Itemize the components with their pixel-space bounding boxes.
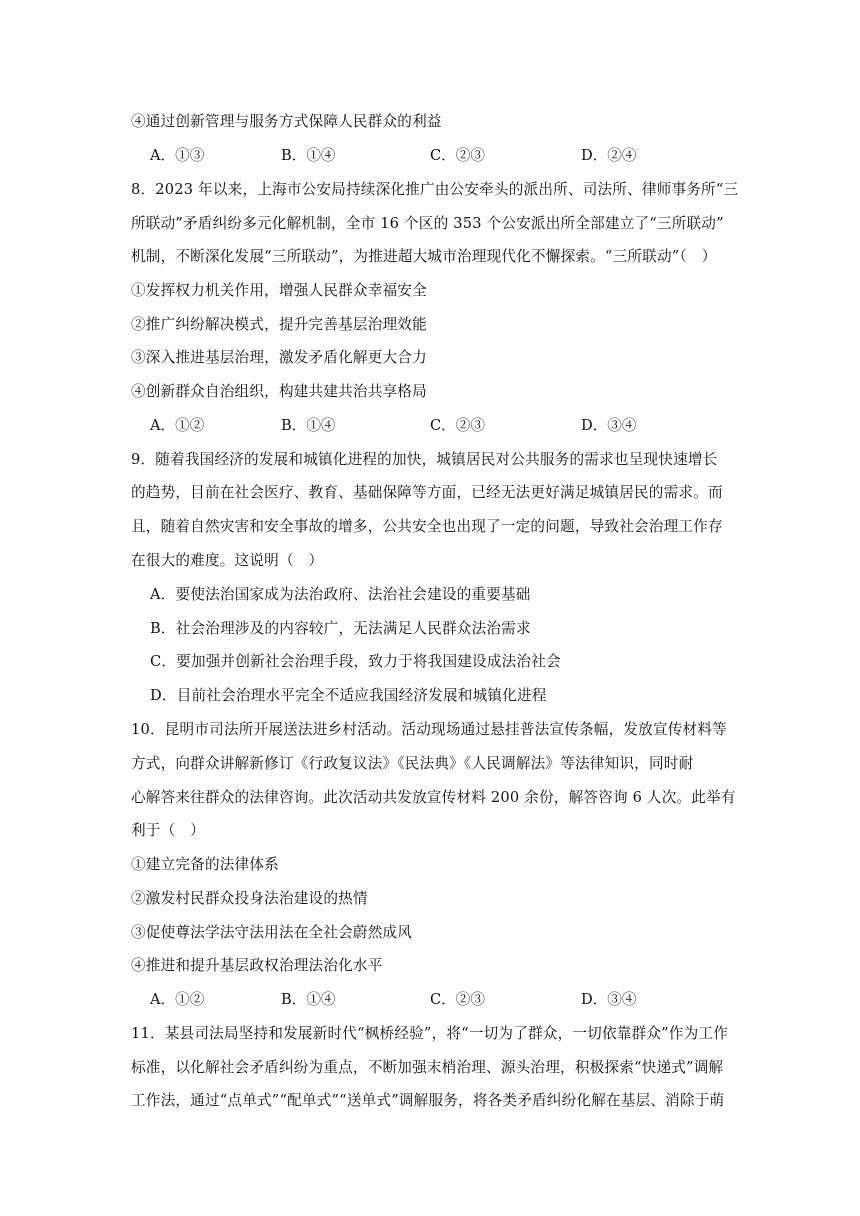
q10-option-a[interactable]: A．①② [150,991,205,1008]
q10-option-b[interactable]: B．①④ [281,991,336,1008]
q9-stem-line: 9．随着我国经济的发展和城镇化进程的加快，城镇居民对公共服务的需求也呈现快速增长 [131,451,718,468]
q8-stem-line: 8．2023 年以来，上海市公安局持续深化推广由公安牵头的派出所、司法所、律师事务所“三 [131,181,739,198]
q10-stem-line: 心解答来往群众的法律咨询。此次活动共发放宣传材料 200 余份，解答咨询 6 人次。此举有 [131,789,736,806]
q11-stem-line: 工作法，通过“点单式”“配单式”“送单式”调解服务，将各类矛盾纠纷化解在基层、消除于萌 [131,1092,725,1109]
q10-item-2: ②激发村民群众投身法治建设的热情 [131,890,368,907]
q8-option-d[interactable]: D．③④ [581,417,637,434]
q10-option-d[interactable]: D．③④ [581,991,637,1008]
q8-item-1: ①发挥权力机关作用，增强人民群众幸福安全 [131,282,427,299]
q8-options [150,416,710,436]
q10-item-1: ①建立完备的法律体系 [131,856,279,873]
q9-option-c[interactable]: C．要加强并创新社会治理手段，致力于将我国建设成法治社会 [150,653,561,670]
q7-item-4: ④通过创新管理与服务方式保障人民群众的利益 [131,113,442,130]
q8-item-2: ②推广纠纷解决模式，提升完善基层治理效能 [131,316,427,333]
q9-option-a[interactable]: A．要使法治国家成为法治政府、法治社会建设的重要基础 [150,586,531,603]
q9-option-b[interactable]: B．社会治理涉及的内容较广，无法满足人民群众法治需求 [150,620,531,637]
q11-stem-line: 11．某县司法局坚持和发展新时代“枫桥经验”，将“一切为了群众，一切依靠群众”作为工作 [131,1025,728,1042]
q9-stem-line: 且，随着自然灾害和安全事故的增多，公共安全也出现了一定的问题，导致社会治理工作存 [131,518,723,535]
q10-option-c[interactable]: C．②③ [430,991,485,1008]
q10-item-4: ④推进和提升基层政权治理法治化水平 [131,957,383,974]
q8-item-4: ④创新群众自治组织，构建共建共治共享格局 [131,383,427,400]
q10-stem-line: 10．昆明市司法所开展送法进乡村活动。活动现场通过悬挂普法宣传条幅，发放宣传材料等 [131,721,727,738]
q10-options [150,990,710,1010]
q9-stem-line: 的趋势，目前在社会医疗、教育、基础保障等方面，已经无法更好满足城镇居民的需求。而 [131,484,723,501]
q11-stem-line: 标准，以化解社会矛盾纠纷为重点，不断加强末梢治理、源头治理，积极探索“快递式”调解 [131,1059,724,1076]
q10-stem-line: 方式，向群众讲解新修订《行政复议法》《民法典》《人民调解法》等法律知识，同时耐 [131,755,694,772]
q8-item-3: ③深入推进基层治理，激发矛盾化解更大合力 [131,349,427,366]
q8-option-c[interactable]: C．②③ [430,417,485,434]
q7-option-d[interactable]: D．②④ [581,147,637,164]
q10-item-3: ③促使尊法学法守法用法在全社会蔚然成风 [131,924,413,941]
q8-stem-line: 所联动”矛盾纠纷多元化解机制，全市 16 个区的 353 个公安派出所全部建立了“三所联动” [131,215,724,232]
q9-option-d[interactable]: D．目前社会治理水平完全不适应我国经济发展和城镇化进程 [150,687,547,704]
q8-option-a[interactable]: A．①② [150,417,205,434]
q8-option-b[interactable]: B．①④ [281,417,336,434]
q7-options [150,146,710,166]
q8-stem-line: 机制，不断深化发展“三所联动”，为推进超大城市治理现代化不懈探索。“三所联动”（ ） [131,248,717,265]
q10-stem-line: 利于（ ） [131,822,205,839]
q7-option-a[interactable]: A．①③ [150,147,205,164]
q7-option-c[interactable]: C．②③ [430,147,485,164]
q9-stem-line: 在很大的难度。这说明（ ） [131,552,324,569]
q7-option-b[interactable]: B．①④ [281,147,336,164]
